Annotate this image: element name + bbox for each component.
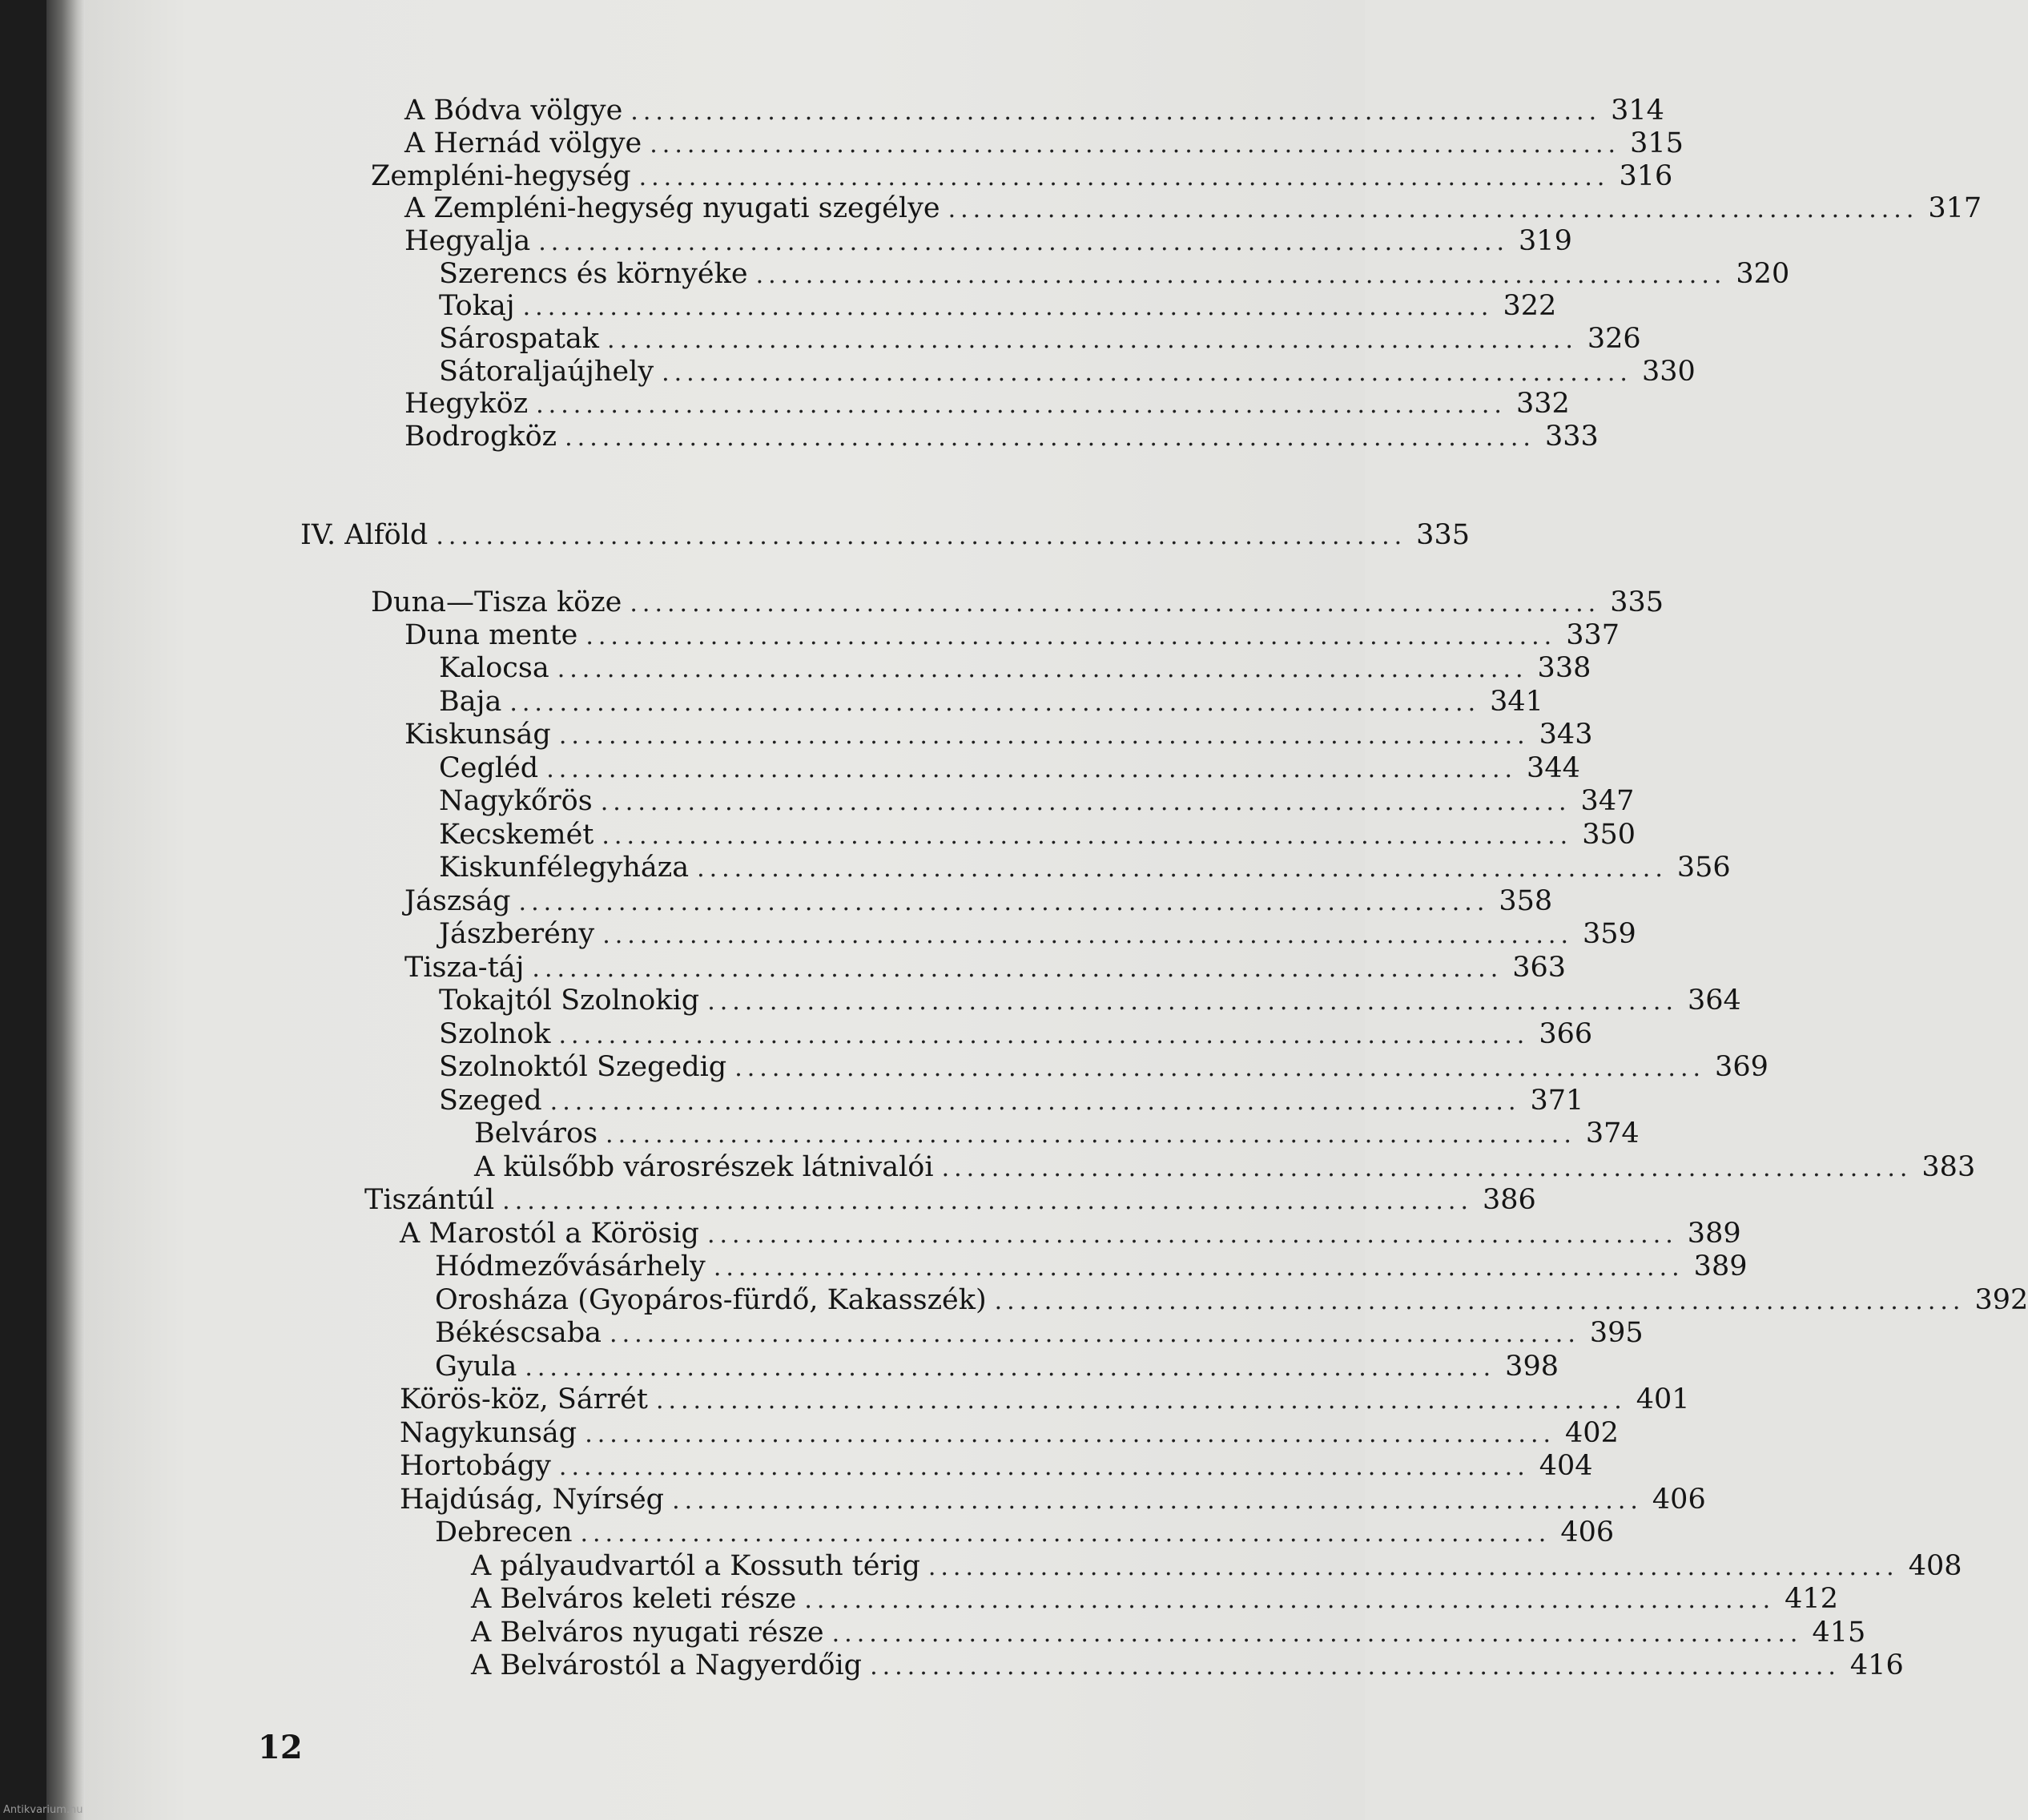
toc-entry-title: Tiszántúl — [364, 1184, 495, 1216]
toc-entry-page: 338 — [1537, 652, 1591, 684]
toc-entry-title: Szerencs és környéke — [439, 258, 748, 290]
toc-entry-page: 341 — [1490, 686, 1543, 718]
toc-entry — [435, 1516, 1615, 1548]
toc-entry-page: 386 — [1482, 1184, 1536, 1216]
toc-entry — [435, 1284, 2028, 1316]
toc-entry — [471, 1583, 1838, 1615]
toc-entry-leader: .............................................................................. — [870, 1653, 1841, 1681]
toc-entry-title: Hegyalja — [404, 225, 531, 257]
toc-entry-leader: .............................................................................. — [638, 163, 1610, 191]
toc-entry — [371, 586, 1664, 618]
toc-entry — [404, 952, 1567, 984]
toc-entry-page: 406 — [1652, 1484, 1706, 1516]
toc-entry — [439, 1051, 1768, 1083]
toc-entry-page: 412 — [1785, 1583, 1838, 1615]
toc-entry-leader: .............................................................................. — [804, 1586, 1776, 1614]
toc-entry-leader: .............................................................................. — [536, 391, 1507, 419]
toc-entry-leader: .............................................................................. — [532, 955, 1503, 983]
toc-entry — [439, 918, 1636, 950]
toc-entry-title: Hegyköz — [404, 388, 529, 420]
toc-entry-page: 415 — [1812, 1617, 1866, 1649]
toc-entry-page: 314 — [1611, 95, 1664, 127]
toc-entry — [404, 225, 1572, 257]
toc-entry-leader: .............................................................................. — [697, 855, 1668, 883]
toc-entry-title: Bodrogköz — [404, 421, 557, 453]
toc-entry — [364, 1184, 1536, 1216]
toc-entry — [404, 619, 1620, 651]
toc-entry — [439, 323, 1641, 355]
toc-entry — [474, 1151, 1976, 1183]
toc-entry — [439, 1018, 1593, 1050]
toc-entry — [371, 160, 1673, 192]
toc-entry-title: IV. Alföld — [300, 519, 429, 551]
toc-entry-leader: .............................................................................. — [706, 1221, 1678, 1249]
toc-entry-page: 408 — [1908, 1550, 1962, 1582]
toc-entry — [471, 1649, 1904, 1681]
toc-entry — [435, 1317, 1644, 1349]
toc-entry-page: 343 — [1539, 719, 1593, 751]
toc-entry-leader: .............................................................................. — [602, 822, 1573, 850]
toc-entry-title: A Belváros keleti része — [471, 1583, 797, 1615]
toc-entry-title: Debrecen — [435, 1516, 573, 1548]
toc-entry — [400, 1417, 1619, 1449]
toc-entry-leader: .............................................................................. — [734, 1054, 1706, 1082]
toc-entry-page: 330 — [1641, 356, 1696, 388]
toc-entry-title: Hódmezővásárhely — [435, 1250, 706, 1282]
toc-entry-leader: .............................................................................. — [831, 1620, 1803, 1648]
toc-entry — [439, 652, 1591, 684]
toc-entry — [400, 1218, 1741, 1250]
toc-entry-title: Kiskunság — [404, 719, 551, 751]
toc-entry — [439, 356, 1696, 388]
toc-entry-page: 326 — [1587, 323, 1641, 355]
toc-entry — [439, 1085, 1584, 1117]
toc-entry-title: Kalocsa — [439, 652, 549, 684]
toc-entry — [404, 885, 1553, 917]
toc-entry — [435, 1250, 1748, 1282]
toc-entry-leader: .............................................................................. — [509, 689, 1481, 717]
toc-entry-leader: .............................................................................. — [558, 1453, 1530, 1481]
toc-entry — [404, 719, 1593, 751]
toc-entry-leader: .............................................................................. — [672, 1487, 1643, 1515]
toc-entry — [404, 421, 1599, 453]
toc-entry-leader: .............................................................................. — [558, 722, 1530, 750]
watermark: Antikvarium.hu — [3, 1804, 83, 1816]
toc-entry-title: Szeged — [439, 1085, 542, 1117]
toc-entry — [404, 95, 1664, 127]
toc-entry-leader: .............................................................................. — [707, 988, 1679, 1016]
toc-entry-leader: .............................................................................. — [994, 1287, 1966, 1315]
toc-entry-page: 358 — [1499, 885, 1553, 917]
toc-entry-page: 335 — [1610, 586, 1664, 618]
toc-entry-page: 344 — [1527, 752, 1580, 784]
toc-entry-page: 389 — [1693, 1250, 1748, 1282]
toc-entry-leader: .............................................................................. — [549, 1088, 1521, 1116]
toc-entry-leader: .............................................................................. — [557, 655, 1528, 683]
toc-entry-leader: .............................................................................. — [650, 131, 1621, 159]
toc-entry-title: Szolnok — [439, 1018, 551, 1050]
toc-entry — [439, 290, 1557, 322]
toc-entry-leader: .............................................................................. — [941, 1154, 1913, 1182]
toc-entry-leader: .............................................................................. — [585, 1420, 1556, 1448]
toc-entry-leader: .............................................................................. — [630, 98, 1602, 126]
toc-entry-page: 332 — [1515, 388, 1570, 420]
toc-entry-page: 333 — [1544, 421, 1599, 453]
toc-entry-leader: .............................................................................. — [630, 590, 1601, 618]
toc-entry — [404, 192, 1982, 224]
toc-entry — [471, 1617, 1866, 1649]
toc-entry-page: 366 — [1539, 1018, 1593, 1050]
toc-entry — [439, 852, 1731, 884]
toc-entry-page: 374 — [1585, 1117, 1640, 1150]
toc-entry — [400, 1450, 1593, 1482]
toc-entry-title: Kiskunfélegyháza — [439, 852, 690, 884]
toc-entry-title: A Hernád völgye — [404, 127, 642, 159]
toc-part-heading — [300, 519, 1470, 551]
toc-entry-page: 389 — [1687, 1218, 1741, 1250]
toc-entry-leader: .............................................................................. — [607, 326, 1578, 354]
toc-entry — [400, 1484, 1706, 1516]
toc-entry — [471, 1550, 1962, 1582]
toc-entry-leader: .............................................................................. — [546, 755, 1518, 783]
toc-entry-title: Tokajtól Szolnokig — [439, 984, 700, 1017]
toc-entry-page: 364 — [1688, 984, 1741, 1017]
toc-entry-page: 315 — [1630, 127, 1684, 159]
toc-entry-leader: .............................................................................. — [600, 788, 1571, 816]
toc-entry — [439, 752, 1580, 784]
toc-entry-title: Gyula — [435, 1351, 517, 1383]
toc-entry-title: Nagykunság — [400, 1417, 577, 1449]
toc-entry-page: 404 — [1539, 1450, 1593, 1482]
toc-entry-page: 317 — [1928, 192, 1982, 224]
toc-entry-leader: .............................................................................. — [606, 1121, 1576, 1149]
toc-entry-page: 319 — [1519, 225, 1572, 257]
toc-entry-title: Cegléd — [439, 752, 539, 784]
toc-entry-page: 322 — [1503, 290, 1557, 322]
toc-entry-title: Szolnoktól Szegedig — [439, 1051, 727, 1083]
toc-entry-leader: .............................................................................. — [602, 921, 1574, 949]
toc-entry-leader: .............................................................................. — [755, 261, 1727, 289]
toc-entry-title: Orosháza (Gyopáros-fürdő, Kakasszék) — [435, 1284, 987, 1316]
toc-entry-title: Kecskemét — [439, 819, 594, 851]
toc-entry-leader: .............................................................................. — [502, 1187, 1473, 1215]
toc-entry — [439, 258, 1790, 290]
toc-entry — [404, 127, 1684, 159]
toc-entry-title: Tisza-táj — [404, 952, 525, 984]
toc-entry-title: A külsőbb városrészek látnivalói — [474, 1151, 934, 1183]
toc-entry-title: Tokaj — [439, 290, 515, 322]
toc-entry-title: Nagykőrös — [439, 785, 593, 817]
toc-entry-page: 401 — [1636, 1383, 1690, 1415]
toc-entry-page: 347 — [1580, 785, 1635, 817]
toc-entry-page: 320 — [1736, 258, 1790, 290]
toc-entry-page: 395 — [1589, 1317, 1644, 1349]
toc-entry-leader: .............................................................................. — [662, 359, 1632, 387]
toc-entry-title: Jászberény — [439, 918, 595, 950]
toc-entry-title: Hortobágy — [400, 1450, 551, 1482]
toc-entry-page: 356 — [1676, 852, 1731, 884]
toc-entry-page: 416 — [1849, 1649, 1904, 1681]
toc-entry-title: A Bódva völgye — [404, 95, 623, 127]
toc-entry-leader: .............................................................................. — [565, 424, 1535, 452]
toc-entry-title: Baja — [439, 686, 502, 718]
toc-entry-page: 350 — [1582, 819, 1636, 851]
toc-entry-leader: .............................................................................. — [522, 293, 1494, 321]
toc-entry-leader: .............................................................................. — [610, 1320, 1580, 1348]
toc-entry-leader: .............................................................................. — [585, 622, 1557, 650]
toc-entry-title: Duna mente — [404, 619, 578, 651]
toc-entry-title: Jászság — [404, 885, 511, 917]
toc-entry — [404, 388, 1570, 420]
toc-entry-title: Sátoraljaújhely — [439, 356, 654, 388]
toc-entry-title: A Marostól a Körösig — [400, 1218, 699, 1250]
toc-entry-leader: .............................................................................. — [927, 1553, 1899, 1581]
toc-entry — [474, 1117, 1640, 1150]
toc-entry-leader: .............................................................................. — [525, 1354, 1496, 1382]
toc-entry-title: Sárospatak — [439, 323, 600, 355]
toc-entry — [439, 785, 1635, 817]
toc-entry — [439, 686, 1543, 718]
toc-entry-title: A Belváros nyugati része — [471, 1617, 824, 1649]
toc-entry-page: 383 — [1921, 1151, 1976, 1183]
toc-entry-page: 359 — [1583, 918, 1636, 950]
toc-entry-page: 406 — [1560, 1516, 1615, 1548]
toc-entry-title: Zempléni-hegység — [371, 160, 631, 192]
toc-entry-leader: .............................................................................. — [580, 1520, 1551, 1548]
toc-entry-leader: .............................................................................. — [713, 1254, 1684, 1282]
toc-entry-leader: .............................................................................. — [655, 1387, 1627, 1415]
toc-entry-page: 398 — [1505, 1351, 1559, 1383]
toc-entry-title: Békéscsaba — [435, 1317, 602, 1349]
toc-entry-title: A Belvárostól a Nagyerdőig — [471, 1649, 863, 1681]
toc-entry-page: 392 — [1974, 1284, 2028, 1316]
toc-entry-page: 337 — [1566, 619, 1620, 651]
toc-entry — [435, 1351, 1559, 1383]
toc-entry-title: A pályaudvartól a Kossuth térig — [471, 1550, 920, 1582]
toc-entry-page: 369 — [1715, 1051, 1768, 1083]
toc-entry-title: Belváros — [474, 1117, 598, 1150]
toc-entry-leader: .............................................................................. — [558, 1021, 1530, 1049]
toc-entry-title: Körös-köz, Sárrét — [400, 1383, 648, 1415]
toc-entry-page: 363 — [1512, 952, 1567, 984]
toc-entry-leader: .............................................................................. — [518, 888, 1490, 916]
toc-entry-leader: .............................................................................. — [948, 195, 1919, 223]
toc-entry-page: 335 — [1416, 519, 1470, 551]
toc-entry-page: 402 — [1565, 1417, 1619, 1449]
toc-entry-title: A Zempléni-hegység nyugati szegélye — [404, 192, 940, 224]
toc-entry-leader: .............................................................................. — [538, 228, 1510, 256]
toc-entry — [400, 1383, 1690, 1415]
toc-entry-page: 371 — [1530, 1085, 1584, 1117]
toc-entry-leader: .............................................................................. — [436, 522, 1407, 550]
toc-entry-title: Duna—Tisza köze — [371, 586, 622, 618]
toc-entry-title: Hajdúság, Nyírség — [400, 1484, 665, 1516]
toc-entry — [439, 984, 1741, 1017]
toc-entry-page: 316 — [1619, 160, 1673, 192]
toc-entry — [439, 819, 1636, 851]
page-number: 12 — [258, 1729, 303, 1766]
